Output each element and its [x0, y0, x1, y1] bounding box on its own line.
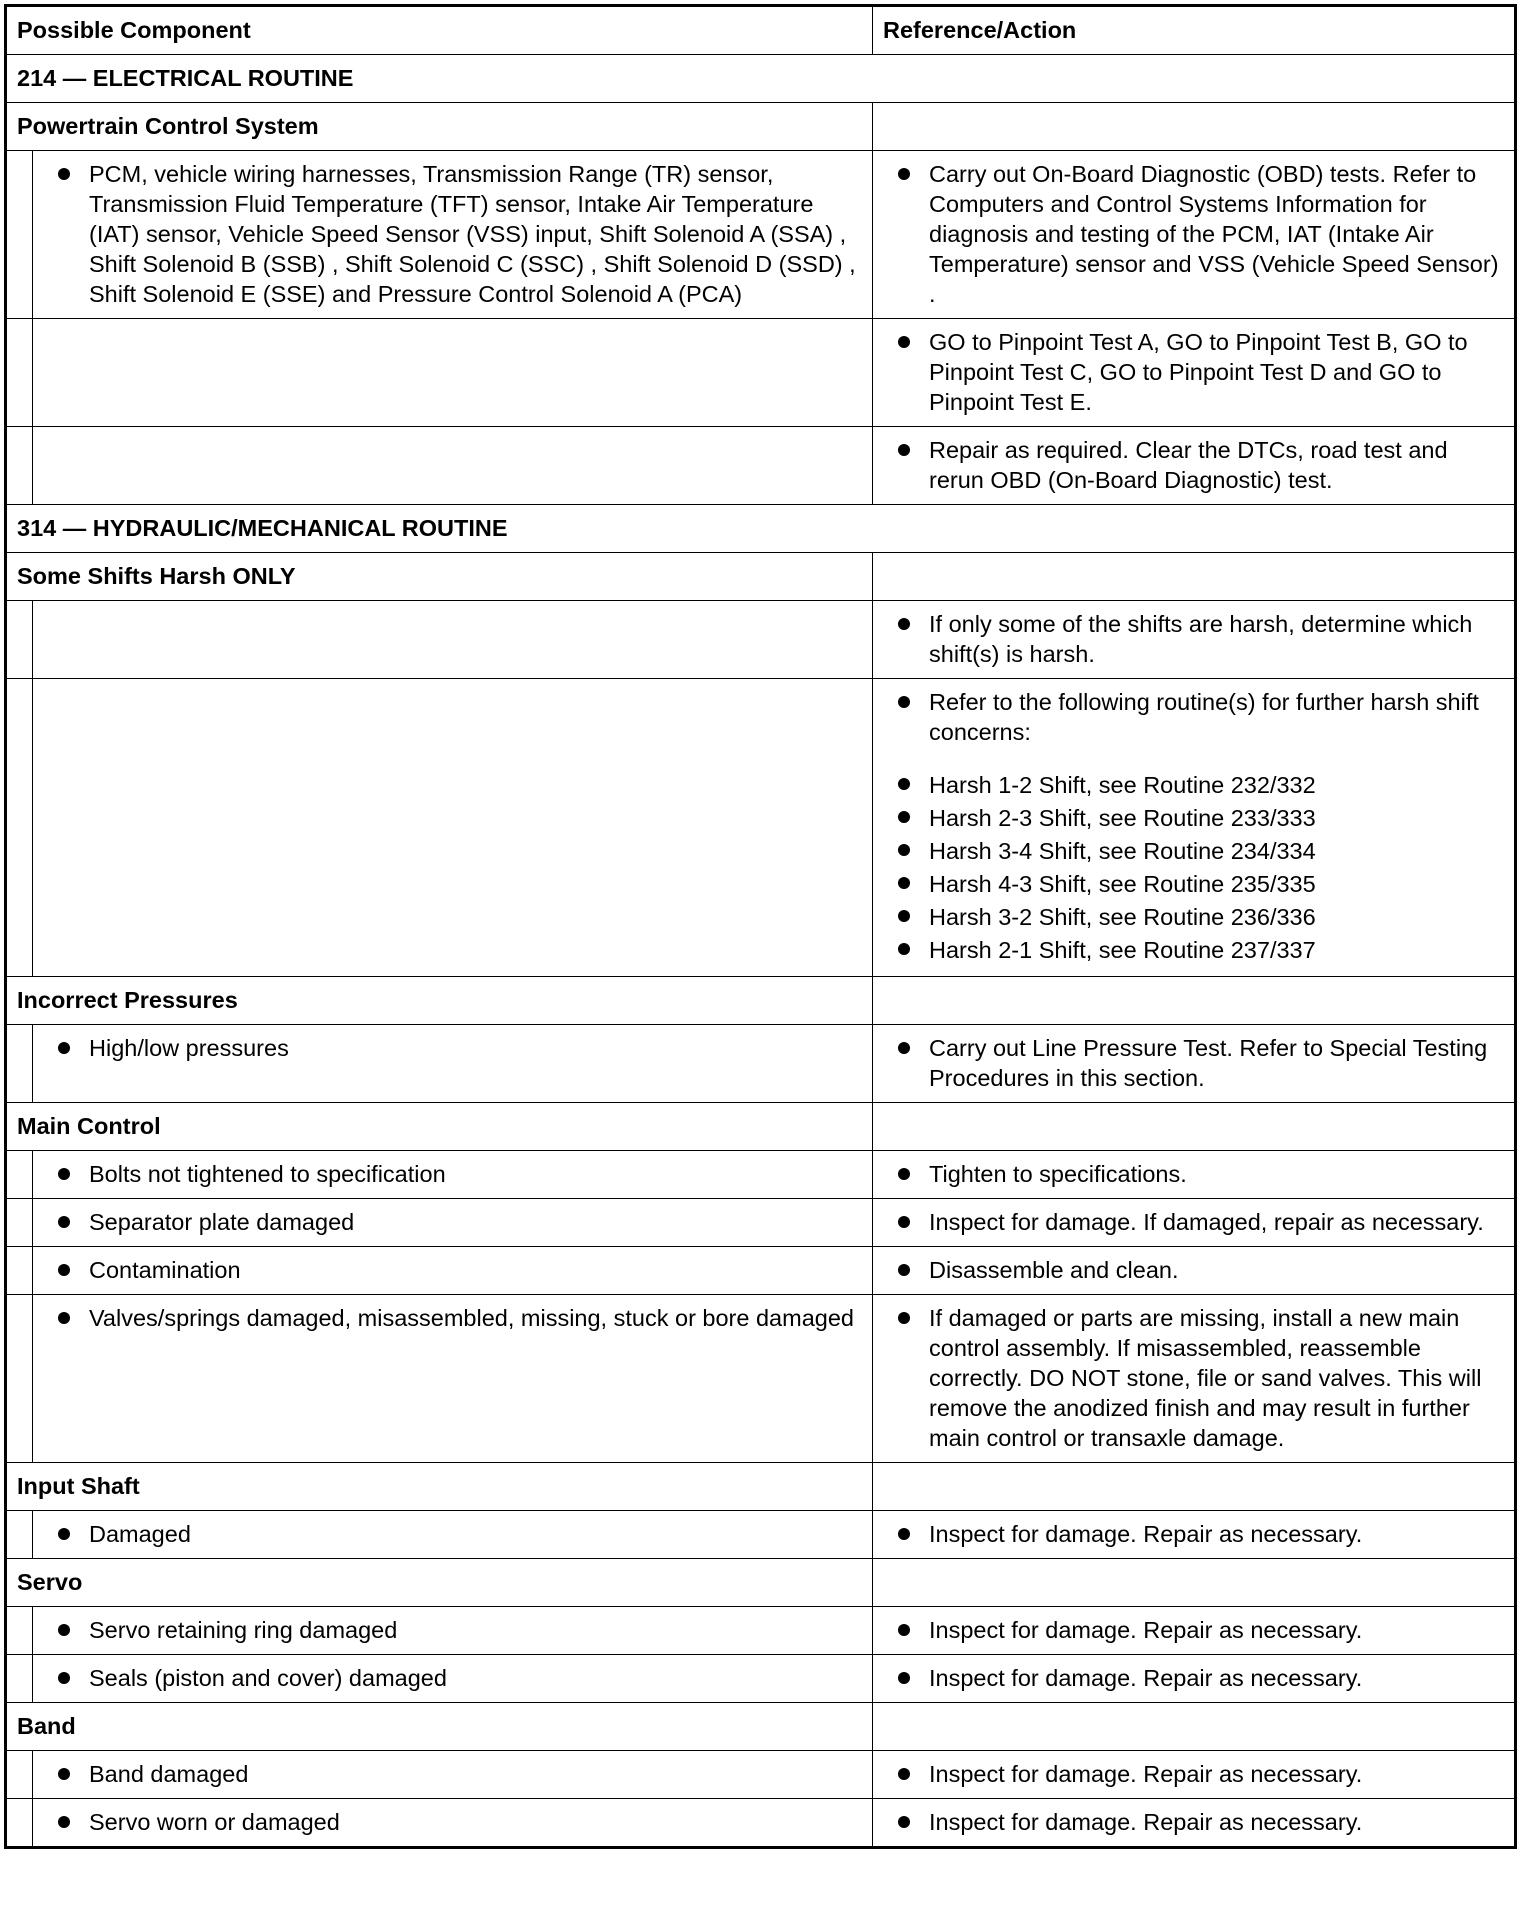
- category-row: [6, 103, 1516, 151]
- action-cell: [873, 1607, 1516, 1655]
- action-item: Inspect for damage. Repair as necessary.: [883, 1759, 1504, 1789]
- table-row: [6, 1247, 1516, 1295]
- category-row: [6, 1103, 1516, 1151]
- empty-cell: [873, 1103, 1516, 1151]
- empty-cell: [873, 103, 1516, 151]
- component-cell: [33, 1511, 873, 1559]
- component-item: Seals (piston and cover) damaged: [43, 1663, 862, 1693]
- action-cell: [873, 319, 1516, 427]
- table-row: [6, 601, 1516, 679]
- category-row: [6, 553, 1516, 601]
- action-cell: [873, 1655, 1516, 1703]
- indent-cell: [6, 1655, 33, 1703]
- indent-cell: [6, 151, 33, 319]
- routine-item: Harsh 2-1 Shift, see Routine 237/337: [883, 934, 1504, 967]
- empty-cell: [873, 977, 1516, 1025]
- category-row: [6, 977, 1516, 1025]
- action-item: Refer to the following routine(s) for further harsh shift concerns:: [883, 687, 1504, 747]
- component-cell: [33, 1607, 873, 1655]
- section-row: [6, 505, 1516, 553]
- component-item: Servo retaining ring damaged: [43, 1615, 862, 1645]
- category-band: Band: [6, 1703, 873, 1751]
- action-item: Inspect for damage. Repair as necessary.: [883, 1807, 1504, 1837]
- routine-item: Harsh 2-3 Shift, see Routine 233/333: [883, 802, 1504, 835]
- action-cell: [873, 1151, 1516, 1199]
- action-item: Inspect for damage. Repair as necessary.: [883, 1615, 1504, 1645]
- table-row: [6, 427, 1516, 505]
- section-hydraulic-mechanical-routine: 314 — HYDRAULIC/MECHANICAL ROUTINE: [6, 505, 1516, 553]
- category-input-shaft: Input Shaft: [6, 1463, 873, 1511]
- empty-cell: [873, 553, 1516, 601]
- indent-cell: [6, 1025, 33, 1103]
- routine-item: Harsh 3-2 Shift, see Routine 236/336: [883, 901, 1504, 934]
- action-item: GO to Pinpoint Test A, GO to Pinpoint Test B, GO to Pinpoint Test C, GO to Pinpoint Test D and GO to Pinpoint Test E.: [883, 327, 1504, 417]
- action-item: Carry out On-Board Diagnostic (OBD) tests. Refer to Computers and Control Systems Information for diagnosis and testing of the PCM, IAT (Intake Air Temperature) sensor and VSS (Vehicle Speed Sensor) .: [883, 159, 1504, 309]
- table-row: [6, 1199, 1516, 1247]
- component-item: Damaged: [43, 1519, 862, 1549]
- routine-item: Harsh 3-4 Shift, see Routine 234/334: [883, 835, 1504, 868]
- action-cell: [873, 427, 1516, 505]
- action-cell: [873, 151, 1516, 319]
- action-cell: [873, 601, 1516, 679]
- category-row: [6, 1703, 1516, 1751]
- header-reference-action: Reference/Action: [873, 6, 1516, 55]
- category-powertrain-control-system: Powertrain Control System: [6, 103, 873, 151]
- category-row: [6, 1559, 1516, 1607]
- component-cell: [33, 1025, 873, 1103]
- indent-cell: [6, 1199, 33, 1247]
- category-row: [6, 1463, 1516, 1511]
- action-item: Inspect for damage. Repair as necessary.: [883, 1519, 1504, 1549]
- component-cell: [33, 151, 873, 319]
- action-cell: [873, 1199, 1516, 1247]
- routine-item: Harsh 1-2 Shift, see Routine 232/332: [883, 769, 1504, 802]
- action-item: Inspect for damage. Repair as necessary.: [883, 1663, 1504, 1693]
- action-item: Carry out Line Pressure Test. Refer to Special Testing Procedures in this section.: [883, 1033, 1504, 1093]
- routine-item: Harsh 4-3 Shift, see Routine 235/335: [883, 868, 1504, 901]
- indent-cell: [6, 1799, 33, 1848]
- component-item: Contamination: [43, 1255, 862, 1285]
- category-main-control: Main Control: [6, 1103, 873, 1151]
- action-item: If damaged or parts are missing, install a new main control assembly. If misassembled, reassemble correctly. DO NOT stone, file or sand valves. This will remove the anodized finish and may result in further main control or transaxle damage.: [883, 1303, 1504, 1453]
- table-row: [6, 1607, 1516, 1655]
- component-cell: [33, 601, 873, 679]
- component-cell: [33, 1655, 873, 1703]
- table-row: [6, 1511, 1516, 1559]
- indent-cell: [6, 679, 33, 977]
- component-cell: [33, 1247, 873, 1295]
- empty-cell: [873, 1463, 1516, 1511]
- diagnostic-table: [4, 4, 1517, 1849]
- component-item: Valves/springs damaged, misassembled, missing, stuck or bore damaged: [43, 1303, 862, 1333]
- table-row: [6, 1151, 1516, 1199]
- action-cell: [873, 1799, 1516, 1848]
- component-item: PCM, vehicle wiring harnesses, Transmission Range (TR) sensor, Transmission Fluid Temperature (TFT) sensor, Intake Air Temperature (IAT) sensor, Vehicle Speed Sensor (VSS) input, Shift Solenoid A (SSA) , Shift Solenoid B (SSB) , Shift Solenoid C (SSC) , Shift Solenoid D (SSD) , Shift Solenoid E (SSE) and Pressure Control Solenoid A (PCA): [43, 159, 862, 309]
- action-item: If only some of the shifts are harsh, determine which shift(s) is harsh.: [883, 609, 1504, 669]
- table-header-row: [6, 6, 1516, 55]
- indent-cell: [6, 1751, 33, 1799]
- action-cell: [873, 1247, 1516, 1295]
- table-row: [6, 1799, 1516, 1848]
- action-item: Disassemble and clean.: [883, 1255, 1504, 1285]
- category-servo: Servo: [6, 1559, 873, 1607]
- diagnostic-table-page: [4, 4, 1514, 1849]
- component-cell: [33, 319, 873, 427]
- category-some-shifts-harsh: Some Shifts Harsh ONLY: [6, 553, 873, 601]
- component-item: Band damaged: [43, 1759, 862, 1789]
- action-cell: [873, 1511, 1516, 1559]
- section-electrical-routine: 214 — ELECTRICAL ROUTINE: [6, 55, 1516, 103]
- indent-cell: [6, 427, 33, 505]
- action-cell: [873, 679, 1516, 977]
- indent-cell: [6, 1151, 33, 1199]
- action-cell: [873, 1751, 1516, 1799]
- indent-cell: [6, 601, 33, 679]
- component-item: Separator plate damaged: [43, 1207, 862, 1237]
- component-cell: [33, 1751, 873, 1799]
- action-item: Inspect for damage. If damaged, repair as necessary.: [883, 1207, 1504, 1237]
- indent-cell: [6, 1247, 33, 1295]
- category-incorrect-pressures: Incorrect Pressures: [6, 977, 873, 1025]
- component-item: High/low pressures: [43, 1033, 862, 1063]
- action-cell: [873, 1025, 1516, 1103]
- empty-cell: [873, 1559, 1516, 1607]
- component-cell: [33, 1295, 873, 1463]
- component-item: Bolts not tightened to specification: [43, 1159, 862, 1189]
- table-row: [6, 679, 1516, 977]
- component-cell: [33, 1199, 873, 1247]
- component-cell: [33, 1799, 873, 1848]
- indent-cell: [6, 319, 33, 427]
- section-row: [6, 55, 1516, 103]
- indent-cell: [6, 1511, 33, 1559]
- table-row: [6, 1655, 1516, 1703]
- component-cell: [33, 679, 873, 977]
- action-item: Repair as required. Clear the DTCs, road test and rerun OBD (On-Board Diagnostic) test.: [883, 435, 1504, 495]
- indent-cell: [6, 1295, 33, 1463]
- action-item: Tighten to specifications.: [883, 1159, 1504, 1189]
- action-cell: [873, 1295, 1516, 1463]
- empty-cell: [873, 1703, 1516, 1751]
- routine-list: [883, 769, 1504, 967]
- table-row: [6, 319, 1516, 427]
- table-row: [6, 1751, 1516, 1799]
- table-row: [6, 1025, 1516, 1103]
- indent-cell: [6, 1607, 33, 1655]
- table-row: [6, 151, 1516, 319]
- table-row: [6, 1295, 1516, 1463]
- component-cell: [33, 1151, 873, 1199]
- component-item: Servo worn or damaged: [43, 1807, 862, 1837]
- header-possible-component: Possible Component: [6, 6, 873, 55]
- component-cell: [33, 427, 873, 505]
